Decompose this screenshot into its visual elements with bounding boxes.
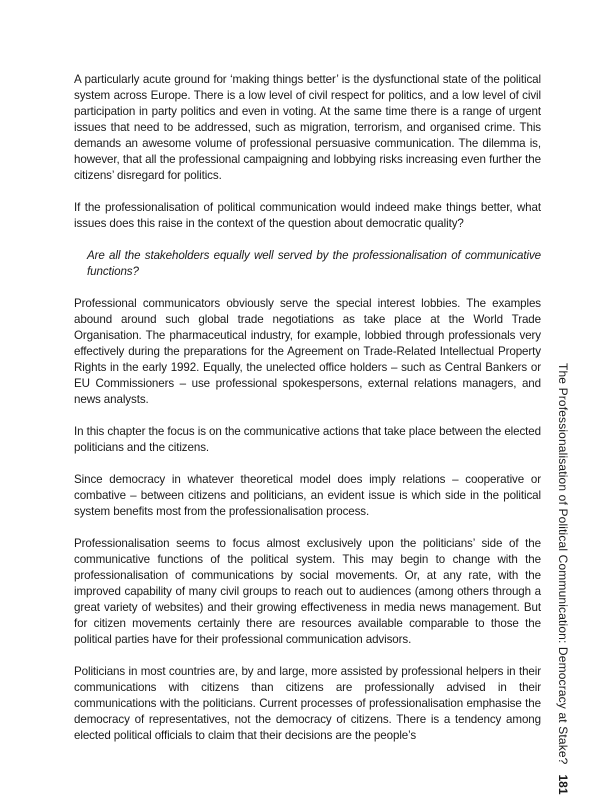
paragraph-special-interest-lobbies: Professional communicators obviously serve the special interest lobbies. The examples abound around such global trade negotiations as take place at the World Trade Organisation. The pharmaceutical industry, for example, lobbied through professionals very effectively during the preparations for the Agreement on Trade-Related Intellectual Property Rights in the early 1992. Equally, the unelected office holders – such as Central Bankers or EU Commissioners – use professional spokespersons, external relations managers, and news analysts.	[74, 297, 541, 406]
page-number: 181	[556, 774, 570, 795]
italic-question-stakeholders: Are all the stakeholders equally well served by the professionalisation of communicative functions?	[87, 249, 541, 278]
paragraph-politicians-side: Professionalisation seems to focus almost exclusively upon the politicians’ side of the communicative functions of the political system. This may begin to change with the professionalisation of communications by social movements. Or, at any rate, with the improved capability of many civil groups to reach out to audiences (among others through a great variety of websites) and their growing effectiveness in media news management. But for citizen movements certainly there are resources available comparable to those the political parties have for their professional communication advisors.	[74, 537, 541, 646]
page-body	[74, 72, 541, 760]
paragraph-chapter-focus: In this chapter the focus is on the communicative actions that take place between the elected politicians and the citizens.	[74, 425, 541, 454]
running-title: The Professionalisation of Political Communication: Democracy at Stake?	[556, 363, 570, 765]
paragraph-politicians-assisted: Politicians in most countries are, by and large, more assisted by professional helpers in their communications with citizens than citizens are professionally advised in their communications with the politicians. Current processes of professionalisation emphasise the democracy of representatives, not the democracy of citizens. There is a tendency among elected political officials to claim that their decisions are the people’s	[74, 665, 541, 742]
paragraph-making-things-better: A particularly acute ground for ‘making things better’ is the dysfunctional state of the political system across Europe. There is a low level of civil respect for politics, and a low level of civil participation in party politics and even in voting. At the same time there is a range of urgent issues that need to be addressed, such as migration, terrorism, and organised crime. This demands an awesome volume of professional persuasive communication. The dilemma is, however, that all the professional campaigning and lobbying risks increasing even further the citizens’ disregard for politics.	[74, 73, 541, 182]
paragraph-which-side-benefits: Since democracy in whatever theoretical model does imply relations – cooperative or combative – between citizens and politicians, an evident issue is which side in the political system benefits most from the professionalisation process.	[74, 473, 541, 518]
vertical-running-header	[553, 363, 573, 795]
paragraph-democratic-quality-question: If the professionalisation of political communication would indeed make things better, what issues does this raise in the context of the question about democratic quality?	[74, 201, 541, 230]
